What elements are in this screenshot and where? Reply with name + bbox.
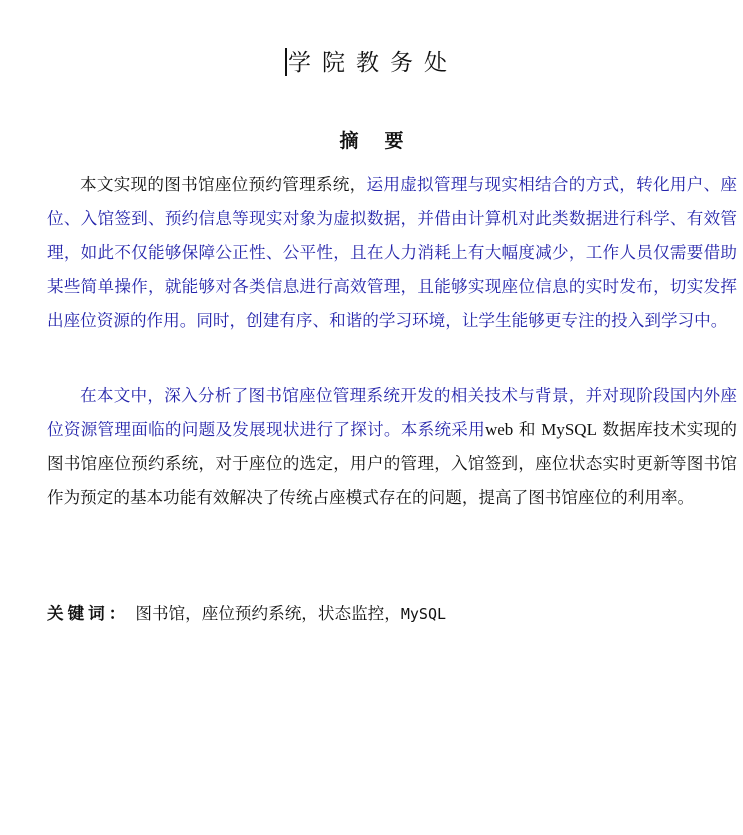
keywords-label: 关键词：: [47, 603, 130, 623]
tech-web: web: [484, 420, 514, 439]
abstract-paragraph-2: [47, 379, 737, 515]
page-header: [0, 44, 743, 77]
paragraph-2-rest: 数据库技术实现的图书馆座位预约系统，对于座位的选定，用户的管理，入馆签到，座位状态实时更新等图书馆作为预定的基本功能有效解决了传统占座模式存在的问题，提高了图书馆座位的利用率。: [47, 420, 738, 507]
keywords-line: [47, 600, 737, 627]
paragraph-2-highlight: 在本文中，深入分析了图书馆座位管理系统开发的相关技术与背景，并对现阶段国内外座位资源管理面临的问题及发展现状进行了探讨。本系统采用: [47, 386, 737, 439]
text-cursor: [285, 48, 287, 76]
keywords-values: 图书馆，座位预约系统，状态监控，: [135, 604, 401, 623]
keywords-last: MySQL: [400, 605, 447, 623]
paragraph-2-and: 和: [518, 420, 536, 439]
tech-mysql: MySQL: [541, 420, 597, 439]
header-title: 学院教务处: [288, 50, 458, 76]
abstract-title: 摘要: [339, 130, 430, 152]
paragraph-1-highlight: 运用虚拟管理与现实相结合的方式，转化用户、座位、入馆签到、预约信息等现实对象为虚拟数据，并借由计算机对此类数据进行科学、有效管理，如此不仅能够保障公正性、公平性，且在人力消耗上有大幅度减少，工作人员仅需要借助某些简单操作，就能够对各类信息进行高效管理，且能够实现座位信息的实时发布，切实发挥出座位资源的作用。同时，创建有序、和谐的学习环境，让学生能够更专注的投入到学习中。: [47, 175, 738, 330]
paragraph-1-intro: 本文实现的图书馆座位预约管理系统，: [80, 175, 367, 194]
abstract-paragraph-1: [47, 168, 737, 338]
